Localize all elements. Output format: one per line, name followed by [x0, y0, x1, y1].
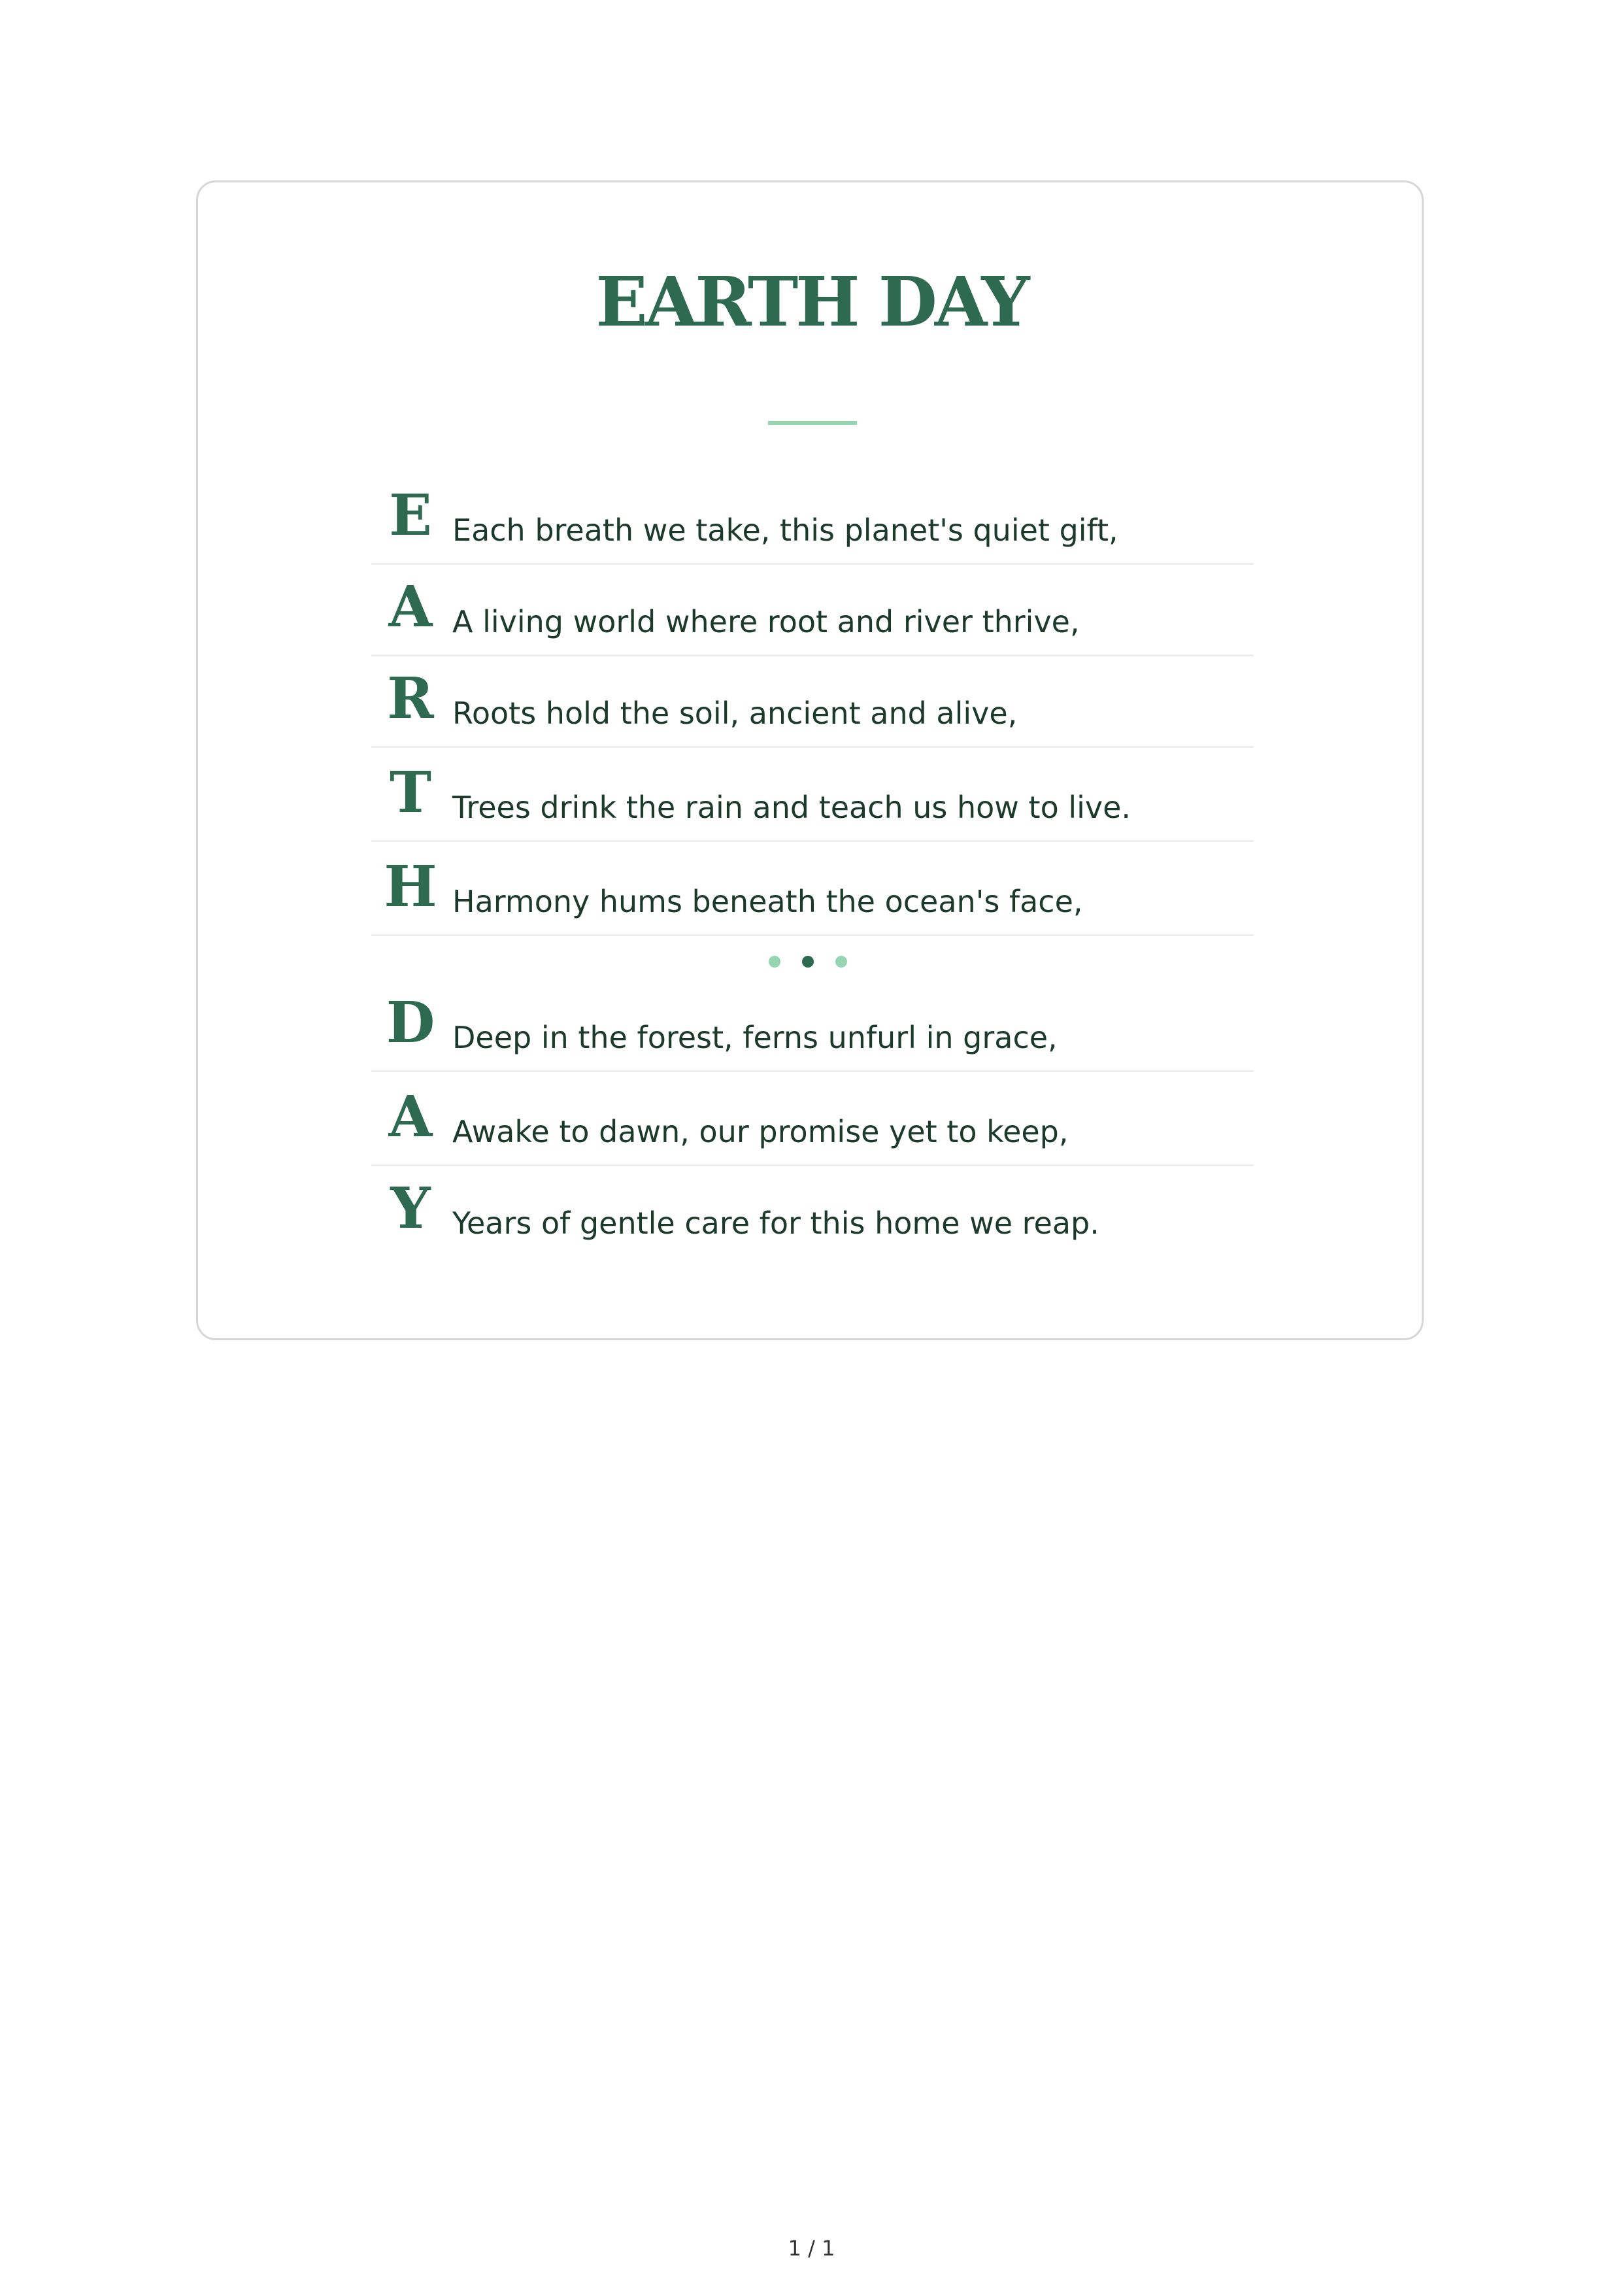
verse-text: Years of gentle care for this home we reap. — [452, 1206, 1099, 1241]
poem-line — [371, 565, 1254, 656]
line-divider — [371, 934, 1254, 936]
separator-dot — [769, 956, 780, 968]
poem-line — [371, 1166, 1254, 1258]
verse-text: A living world where root and river thrive, — [452, 604, 1080, 639]
page-indicator: 1 / 1 — [788, 2236, 835, 2261]
separator-dot — [835, 956, 847, 968]
title-divider — [768, 421, 857, 425]
initial-letter: A — [388, 574, 433, 640]
initial-letter: D — [386, 990, 435, 1056]
poem-line — [371, 1075, 1254, 1166]
initial-letter: A — [388, 1084, 433, 1150]
verse-text: Each breath we take, this planet's quiet gift, — [452, 513, 1118, 548]
poem-line — [371, 473, 1254, 565]
verse-text: Deep in the forest, ferns unfurl in grace, — [452, 1020, 1058, 1055]
poem-line — [371, 751, 1254, 842]
verse-text: Trees drink the rain and teach us how to live. — [452, 790, 1131, 825]
stanza-separator — [0, 956, 1623, 969]
initial-letter: E — [389, 482, 432, 549]
initial-letter: H — [384, 854, 437, 920]
verse-text: Roots hold the soil, ancient and alive, — [452, 696, 1018, 731]
line-divider — [371, 746, 1254, 748]
separator-dot — [802, 956, 814, 968]
initial-letter: T — [390, 760, 431, 826]
poem-line — [371, 845, 1254, 936]
poem-line — [371, 981, 1254, 1072]
line-divider — [371, 840, 1254, 842]
verse-text: Harmony hums beneath the ocean's face, — [452, 884, 1083, 919]
verse-text: Awake to dawn, our promise yet to keep, — [452, 1114, 1069, 1149]
poem-line — [371, 656, 1254, 748]
poem-title: EARTH DAY — [595, 262, 1028, 342]
initial-letter: R — [387, 666, 434, 732]
line-divider — [371, 1070, 1254, 1072]
initial-letter: Y — [390, 1175, 431, 1241]
